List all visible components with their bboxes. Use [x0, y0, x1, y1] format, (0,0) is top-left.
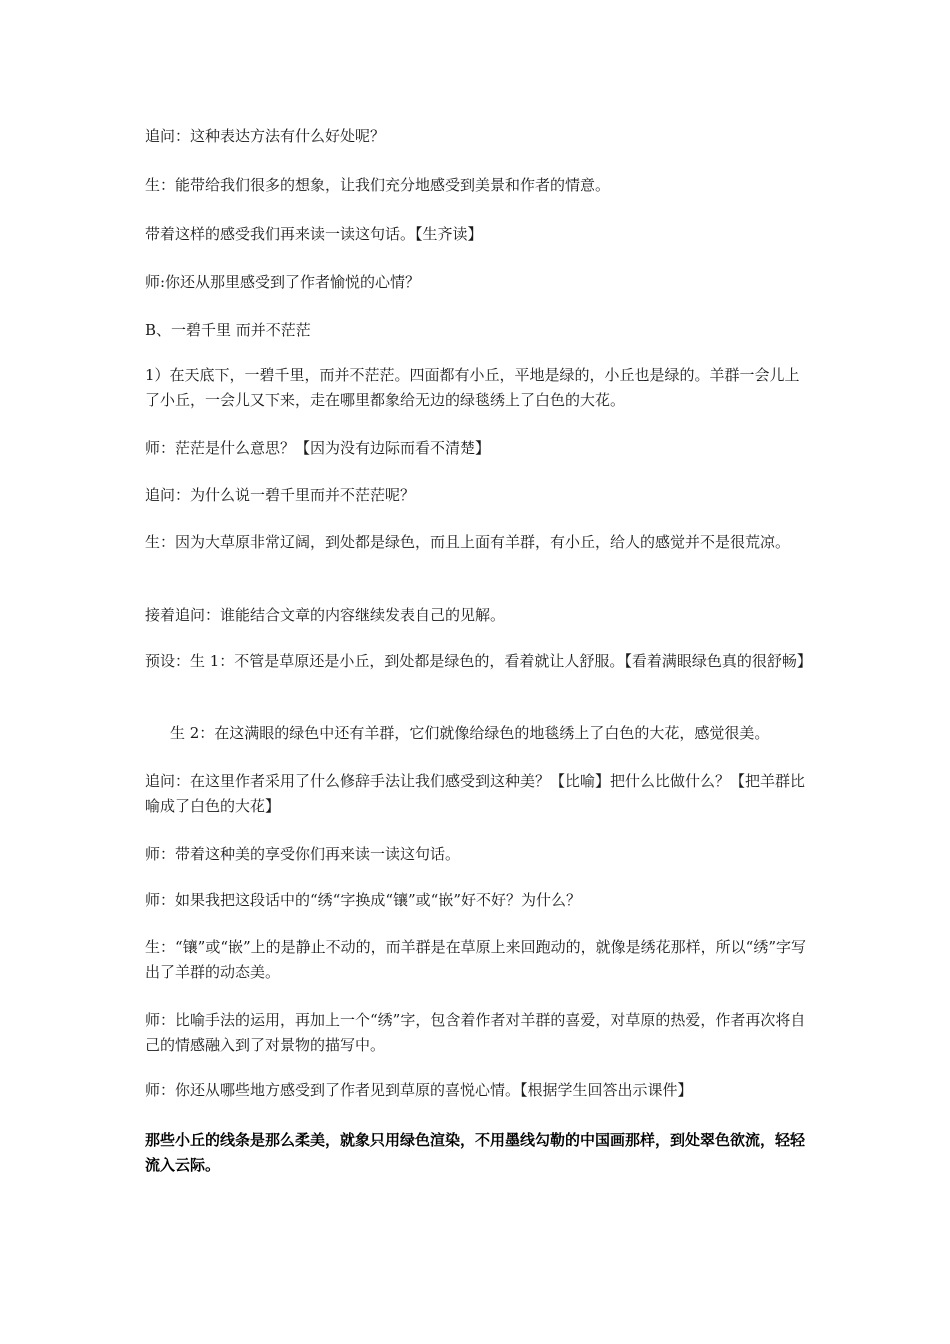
paragraph-teacher-instruction: 师：带着这种美的享受你们再来读一读这句话。 [145, 845, 461, 863]
paragraph-student-answer-2: 生：因为大草原非常辽阔，到处都是绿色，而且上面有羊群，有小丘，给人的感觉并不是很荒凉。 [145, 533, 791, 551]
paragraph-follow-up-question-2: 追问：为什么说一碧千里而并不茫茫呢？ [145, 486, 416, 504]
paragraph-student-answer-1: 生：能带给我们很多的想象，让我们充分地感受到美景和作者的情意。 [145, 176, 611, 194]
paragraph-follow-up-question-4: 追问：在这里作者采用了什么修辞手法让我们感受到这种美？【比喻】把什么比做什么？【把羊群比喻成了白色的大花】 [145, 772, 806, 815]
paragraph-read-aloud-instruction: 带着这样的感受我们再来读一读这句话。【生齐读】 [145, 225, 483, 243]
paragraph-teacher-question-1: 师:你还从那里感受到了作者愉悦的心情？ [145, 273, 421, 291]
paragraph-follow-up-question-1: 追问：这种表达方法有什么好处呢？ [145, 127, 386, 145]
section-heading-b: B、一碧千里 而并不茫茫 [145, 321, 311, 339]
paragraph-teacher-question-2: 师：茫茫是什么意思？【因为没有边际而看不清楚】 [145, 439, 491, 457]
paragraph-teacher-summary: 师：比喻手法的运用，再加上一个“绣”字，包含着作者对羊群的喜爱，对草原的热爱，作者再次将自己的情感融入到了对景物的描写中。 [145, 1011, 806, 1054]
paragraph-follow-up-question-3: 接着追问：谁能结合文章的内容继续发表自己的见解。 [145, 606, 506, 624]
paragraph-preset-answer-1: 预设：生 1：不管是草原还是小丘，到处都是绿色的，看着就让人舒服。【看着满眼绿色真的很舒畅】 [145, 652, 812, 670]
paragraph-teacher-question-4: 师：你还从哪些地方感受到了作者见到草原的喜悦心情。【根据学生回答出示课件】 [145, 1081, 693, 1099]
paragraph-highlighted-quote: 那些小丘的线条是那么柔美，就象只用绿色渲染，不用墨线勾勒的中国画那样，到处翠色欲流，轻轻流入云际。 [145, 1131, 806, 1174]
paragraph-teacher-question-3: 师：如果我把这段话中的“绣“字换成“镶”或“嵌”好不好？为什么？ [145, 891, 582, 909]
paragraph-student-answer-3: 生：“镶”或“嵌”上的是静止不动的，而羊群是在草原上来回跑动的，就像是绣花那样，所以“绣”字写出了羊群的动态美。 [145, 938, 807, 981]
paragraph-source-text: 1）在天底下，一碧千里，而并不茫茫。四面都有小丘，平地是绿的，小丘也是绿的。羊群一会儿上了小丘，一会儿又下来，走在哪里都象给无边的绿毯绣上了白色的大花。 [145, 366, 800, 409]
paragraph-preset-answer-2: 生 2：在这满眼的绿色中还有羊群，它们就像给绿色的地毯绣上了白色的大花，感觉很美。 [170, 724, 770, 742]
